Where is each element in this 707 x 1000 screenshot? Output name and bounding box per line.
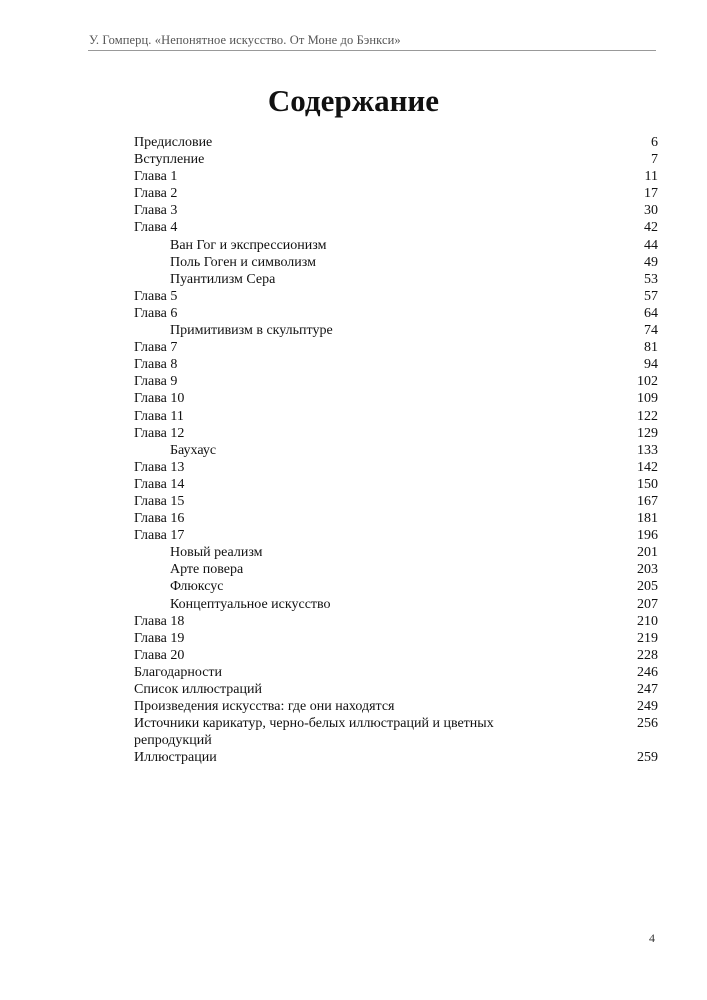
toc-entry-label: Флюксус	[170, 579, 224, 595]
toc-entry-label: Предисловие	[134, 135, 213, 150]
toc-entry-page: 81	[644, 340, 658, 356]
toc-entry-page: 203	[637, 562, 658, 578]
toc-entry-page: 207	[637, 596, 658, 612]
toc-entry[interactable]	[134, 664, 658, 681]
toc-entry-page: 102	[637, 374, 658, 390]
toc-entry[interactable]	[134, 647, 658, 664]
toc-entry-page: 129	[637, 425, 658, 441]
toc-subentry[interactable]	[134, 442, 658, 459]
toc-entry[interactable]	[134, 459, 658, 476]
toc-entry-page: 246	[637, 664, 658, 680]
toc-entry-label: Поль Гоген и символизм	[170, 254, 316, 270]
toc-entry-page: 30	[644, 203, 658, 219]
toc-entry-page: 249	[637, 699, 658, 715]
toc-subentry[interactable]	[134, 544, 658, 561]
toc-entry[interactable]	[134, 356, 658, 373]
toc-entry-page: 17	[644, 186, 658, 202]
toc-entry[interactable]	[134, 527, 658, 544]
toc-subentry[interactable]	[134, 322, 658, 339]
toc-entry[interactable]	[134, 219, 658, 236]
toc-entry-label: Примитивизм в скульптуре	[170, 323, 333, 339]
toc-entry-page: 44	[644, 237, 658, 253]
toc-subentry[interactable]	[134, 254, 658, 271]
toc-entry-label: Благодарности	[134, 664, 223, 680]
toc-entry-page: 53	[644, 271, 658, 287]
toc-entry-label: Глава 6	[134, 305, 178, 321]
toc-entry-page: 228	[637, 647, 658, 663]
toc-entry-label: Глава 14	[134, 476, 185, 492]
toc-entry-label: Иллюстрации	[134, 750, 217, 766]
toc-subentry[interactable]	[134, 596, 658, 613]
toc-entry[interactable]	[134, 288, 658, 305]
page-title: Содержание	[267, 83, 440, 118]
toc-entry[interactable]	[134, 493, 658, 510]
toc-entry-page: 122	[637, 408, 658, 424]
toc-entry-label: Концептуальное искусство	[170, 596, 331, 612]
toc-entry-label: Глава 15	[134, 493, 185, 509]
toc-entry[interactable]	[134, 305, 658, 322]
toc-entry-page: 49	[644, 254, 658, 270]
toc-entry-page: 205	[637, 579, 658, 595]
toc-entry-label: Источники карикатур, черно-белых иллюстраций и цветных репродукций	[134, 716, 494, 749]
toc-entry-label: Глава 18	[134, 613, 185, 629]
toc-entry[interactable]	[134, 698, 658, 715]
toc-entry-label: Глава 12	[134, 425, 185, 441]
toc-entry[interactable]	[134, 510, 658, 527]
toc-subentry[interactable]	[134, 578, 658, 595]
toc-entry[interactable]	[134, 202, 658, 219]
toc-entry-label: Глава 1	[134, 169, 178, 185]
toc-entry-label: Список иллюстраций	[134, 682, 262, 697]
toc-entry-page: 210	[637, 613, 658, 629]
toc-entry-page: 6	[651, 135, 658, 150]
toc-entry-label: Глава 11	[134, 408, 184, 424]
toc-entry-label: Глава 13	[134, 459, 185, 475]
toc-entry[interactable]	[134, 390, 658, 407]
page-number: 4	[649, 931, 655, 945]
toc-entry[interactable]	[134, 134, 658, 151]
toc-entry-page: 109	[637, 391, 658, 407]
toc-entry[interactable]	[134, 613, 658, 630]
toc-entry-page: 7	[651, 152, 658, 168]
toc-entry-label: Ван Гог и экспрессионизм	[170, 237, 327, 253]
toc-entry-label: Глава 4	[134, 220, 178, 236]
toc-entry-page: 64	[644, 305, 658, 321]
toc-entry-page: 201	[637, 545, 658, 561]
toc-entry[interactable]	[134, 715, 658, 749]
toc-entry-page: 11	[644, 169, 658, 185]
toc-entry[interactable]	[134, 185, 658, 202]
toc-entry-page: 133	[637, 442, 658, 458]
table-of-contents	[134, 134, 658, 766]
toc-entry-page: 219	[637, 630, 658, 646]
toc-subentry[interactable]	[134, 561, 658, 578]
toc-entry[interactable]	[134, 630, 658, 647]
toc-entry-page: 167	[637, 493, 658, 509]
toc-entry-page: 94	[644, 357, 658, 373]
toc-entry-page: 196	[637, 528, 658, 544]
header-divider	[88, 50, 656, 51]
toc-entry-label: Глава 8	[134, 357, 178, 373]
toc-entry-label: Произведения искусства: где они находятся	[134, 699, 395, 715]
toc-entry-label: Глава 3	[134, 203, 178, 219]
toc-entry-label: Глава 2	[134, 186, 178, 202]
toc-subentry[interactable]	[134, 237, 658, 254]
toc-entry[interactable]	[134, 168, 658, 185]
toc-entry-label: Вступление	[134, 152, 205, 168]
toc-entry-page: 42	[644, 220, 658, 236]
toc-entry[interactable]	[134, 373, 658, 390]
toc-entry[interactable]	[134, 425, 658, 442]
toc-entry-page: 181	[637, 511, 658, 527]
toc-entry-label: Баухаус	[170, 442, 217, 458]
running-header: У. Гомперц. «Непонятное искусство. От Моне до Бэнкси»	[89, 33, 401, 47]
toc-entry-page: 247	[637, 682, 658, 697]
toc-entry-page: 150	[637, 476, 658, 492]
toc-entry-page: 259	[637, 750, 658, 766]
toc-entry[interactable]	[134, 408, 658, 425]
toc-entry-label: Арте повера	[170, 562, 244, 578]
toc-entry-label: Глава 5	[134, 288, 178, 304]
toc-entry-label: Новый реализм	[170, 545, 263, 561]
toc-entry[interactable]	[134, 681, 658, 698]
toc-entry-label: Глава 16	[134, 511, 185, 527]
toc-subentry[interactable]	[134, 271, 658, 288]
toc-entry[interactable]	[134, 476, 658, 493]
toc-entry-page: 142	[637, 459, 658, 475]
toc-entry-label: Глава 19	[134, 630, 185, 646]
toc-entry-label: Глава 7	[134, 340, 178, 356]
toc-entry-label: Глава 20	[134, 647, 185, 663]
toc-entry-page: 74	[644, 323, 658, 339]
toc-entry-page: 256	[637, 716, 658, 732]
toc-entry[interactable]	[134, 151, 658, 168]
toc-entry-label: Глава 10	[134, 391, 185, 407]
toc-entry-label: Пуантилизм Сера	[170, 271, 276, 287]
toc-entry-label: Глава 9	[134, 374, 178, 390]
toc-entry[interactable]	[134, 749, 658, 766]
toc-entry-page: 57	[644, 288, 658, 304]
toc-entry-label: Глава 17	[134, 528, 185, 544]
toc-entry[interactable]	[134, 339, 658, 356]
